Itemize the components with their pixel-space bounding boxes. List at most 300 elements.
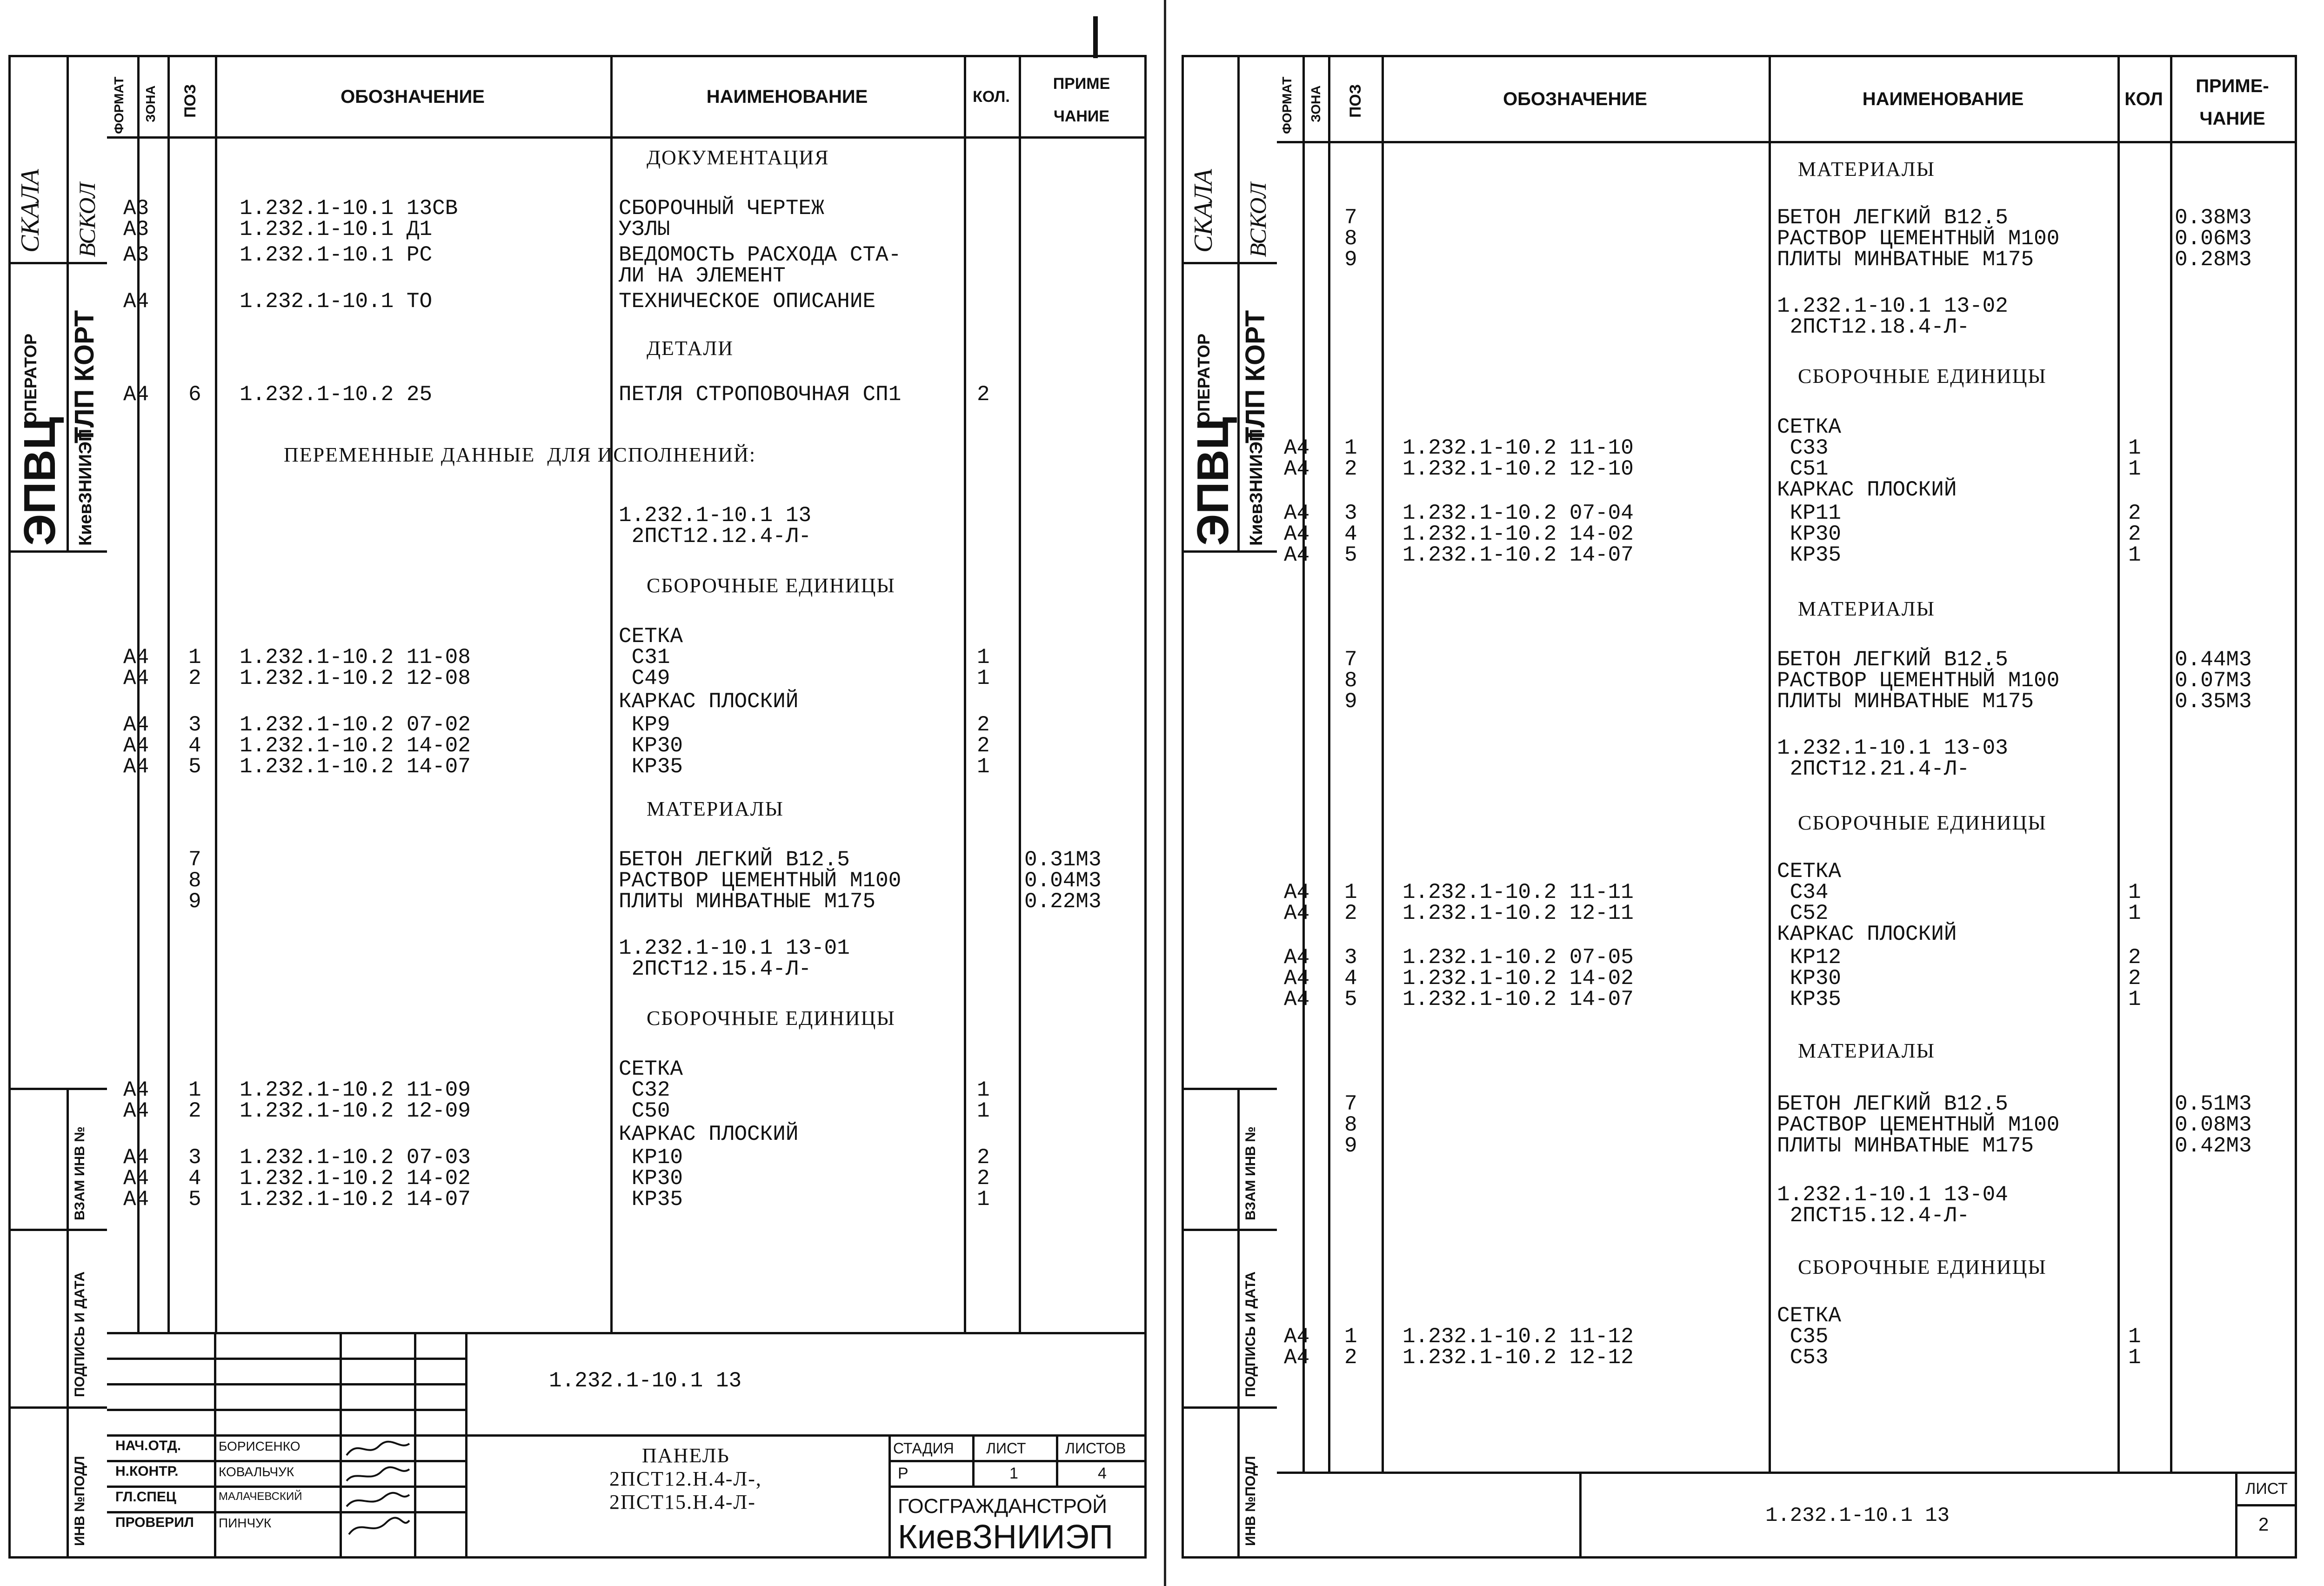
row-name: УЗЛЫ <box>619 217 670 241</box>
row-qty: 1 <box>2128 987 2141 1011</box>
row-fmt: А4 <box>1284 945 1310 970</box>
row-fmt: А4 <box>1284 901 1310 925</box>
row-des: 1.232.1-10.2 11-11 <box>1402 880 1634 904</box>
row-name: 2ПСТ15.12.4-Л- <box>1777 1204 1970 1228</box>
col-line <box>1328 57 1330 1472</box>
row-pos: 7 <box>1344 1092 1357 1116</box>
row-fmt: А4 <box>1284 501 1310 525</box>
stage-label: СТАДИЯ <box>893 1440 954 1457</box>
row-name: КР35 <box>1777 543 1842 567</box>
row-name: ТЕХНИЧЕСКОЕ ОПИСАНИЕ <box>619 289 876 314</box>
row-des: 1.232.1-10.2 14-07 <box>240 755 471 779</box>
sheet-value: 1 <box>1009 1465 1018 1482</box>
row-des: 1.232.1-10.2 14-07 <box>1402 543 1634 567</box>
header-designation: ОБОЗНАЧЕНИЕ <box>341 86 485 107</box>
header-pos: ПОЗ <box>181 84 199 118</box>
row-pos: 8 <box>1344 669 1357 693</box>
role-3: ПРОВЕРИЛ <box>115 1515 194 1530</box>
tb-line <box>107 1409 465 1411</box>
stamp-divider <box>1184 550 1279 553</box>
row-fmt: А4 <box>123 1078 149 1102</box>
row-name: РАСТВОР ЦЕМЕНТНЫЙ М100 <box>1777 1113 2060 1137</box>
row-name: МАТЕРИАЛЫ <box>1798 1039 1936 1062</box>
row-fmt: А3 <box>123 243 149 267</box>
row-pos: 9 <box>1344 248 1357 272</box>
row-name: 1.232.1-10.1 13-02 <box>1777 294 2008 318</box>
row-qty: 1 <box>977 645 990 669</box>
tb-line <box>340 1332 342 1556</box>
role-2: ГЛ.СПЕЦ <box>115 1489 176 1505</box>
row-pos: 3 <box>188 713 201 737</box>
tb-line <box>888 1486 1144 1488</box>
row-fmt: А4 <box>123 734 149 758</box>
row-name: СЕТКА <box>619 1057 683 1081</box>
row-qty: 1 <box>2128 880 2141 904</box>
row-qty: 1 <box>2128 901 2141 925</box>
row-name: С35 <box>1777 1325 1829 1349</box>
row-pos: 9 <box>1344 689 1357 714</box>
role-1: Н.КОНТР. <box>115 1464 179 1479</box>
row-pos: 2 <box>1344 457 1357 481</box>
row-pos: 4 <box>188 1166 201 1191</box>
col-line <box>964 57 966 1334</box>
row-note: 0.44М3 <box>2175 648 2252 672</box>
col-line <box>167 57 170 1334</box>
header-note-2: ЧАНИЕ <box>2199 108 2265 129</box>
right-side-stamp <box>1182 55 1282 1559</box>
row-des: 1.232.1-10.1 РС <box>240 243 433 267</box>
row-name: СБОРОЧНЫЕ ЕДИНИЦЫ <box>647 1007 895 1030</box>
row-fmt: А3 <box>123 217 149 241</box>
row-name: СБОРОЧНЫЕ ЕДИНИЦЫ <box>1798 811 2047 834</box>
kiev-label: КиевЗНИИЭП <box>1247 428 1266 546</box>
row-name: СЕТКА <box>1777 859 1842 883</box>
row-name: ВЕДОМОСТЬ РАСХОДА СТА- <box>619 243 902 267</box>
stamp-divider <box>67 1088 69 1556</box>
row-fmt: А4 <box>123 666 149 690</box>
row-des: 1.232.1-10.2 14-02 <box>240 734 471 758</box>
row-note: 0.07М3 <box>2175 669 2252 693</box>
row-name: 2ПСТ12.12.4-Л- <box>619 524 812 549</box>
inv-label: ИНВ №ПОДЛ <box>72 1456 87 1546</box>
row-des: 1.232.1-10.2 11-09 <box>240 1078 471 1102</box>
row-qty: 2 <box>977 734 990 758</box>
row-qty: 2 <box>2128 501 2141 525</box>
org-line-1: ГОСГРАЖДАНСТРОЙ <box>898 1495 1107 1518</box>
row-name: ДОКУМЕНТАЦИЯ <box>647 146 829 169</box>
header-note-2: ЧАНИЕ <box>1053 107 1110 125</box>
row-note: 0.35М3 <box>2175 689 2252 714</box>
row-name: КР12 <box>1777 945 1842 970</box>
header-name: НАИМЕНОВАНИЕ <box>706 86 868 107</box>
row-name: СЕТКА <box>619 624 683 649</box>
sheet-divider <box>1164 0 1166 1586</box>
epvc-label: ЭПВЦ <box>15 417 65 546</box>
tb-line <box>214 1332 216 1556</box>
tb-line <box>888 1434 891 1556</box>
row-des: 1.232.1-10.2 11-10 <box>1402 436 1634 460</box>
row-name: С53 <box>1777 1345 1829 1370</box>
row-fmt: А4 <box>1284 1325 1310 1349</box>
row-fmt: А4 <box>123 755 149 779</box>
row-name: С33 <box>1777 436 1829 460</box>
row-name: ПЛИТЫ МИНВАТНЫЕ М175 <box>1777 248 2034 272</box>
row-name: ЛИ НА ЭЛЕМЕНТ <box>619 264 786 288</box>
row-des: 1.232.1-10.2 14-07 <box>240 1187 471 1211</box>
row-name: РАСТВОР ЦЕМЕНТНЫЙ М100 <box>1777 669 2060 693</box>
row-name: С50 <box>619 1099 670 1123</box>
row-qty: 1 <box>2128 436 2141 460</box>
row-pos: 5 <box>1344 543 1357 567</box>
row-qty: 2 <box>2128 522 2141 546</box>
row-pos: 8 <box>188 869 201 893</box>
stamp-divider <box>1184 262 1279 264</box>
tb-title-0: ПАНЕЛЬ <box>642 1444 730 1467</box>
row-name: 2ПСТ12.15.4-Л- <box>619 957 812 981</box>
row-pos: 4 <box>1344 522 1357 546</box>
name-2: МАЛАЧЕВСКИЙ <box>219 1490 302 1503</box>
inv-label: ИНВ №ПОДЛ <box>1243 1456 1258 1546</box>
row-fmt: А4 <box>1284 1345 1310 1370</box>
row-name: ПЕТЛЯ СТРОПОВОЧНАЯ СП1 <box>619 382 902 407</box>
row-name: КР9 <box>619 713 670 737</box>
tb-line <box>107 1383 465 1385</box>
row-name: КР11 <box>1777 501 1842 525</box>
row-name: 2ПСТ12.18.4-Л- <box>1777 315 1970 339</box>
row-fmt: А4 <box>123 1099 149 1123</box>
vzam-label: ВЗАМ ИНВ № <box>72 1126 87 1220</box>
row-pos: 6 <box>188 382 201 407</box>
row-name: КР30 <box>619 734 683 758</box>
row-pos: 2 <box>1344 901 1357 925</box>
row-name: МАТЕРИАЛЫ <box>1798 597 1936 620</box>
row-note: 0.08М3 <box>2175 1113 2252 1137</box>
row-des: 1.232.1-10.2 07-05 <box>1402 945 1634 970</box>
row-fmt: А4 <box>123 1145 149 1170</box>
row-pos: 7 <box>1344 648 1357 672</box>
row-fmt: А4 <box>1284 522 1310 546</box>
row-name: КР10 <box>619 1145 683 1170</box>
signature-scribble <box>344 1437 412 1553</box>
tlp-label: ТЛП КОРТ <box>69 310 100 443</box>
row-des: 1.232.1-10.2 14-02 <box>1402 522 1634 546</box>
footer-line <box>2235 1504 2295 1506</box>
row-des: 1.232.1-10.2 11-12 <box>1402 1325 1634 1349</box>
row-fmt: А4 <box>1284 543 1310 567</box>
row-name: МАТЕРИАЛЫ <box>1798 158 1936 181</box>
row-pos: 3 <box>188 1145 201 1170</box>
row-des: 1.232.1-10.2 07-02 <box>240 713 471 737</box>
row-fmt: А4 <box>123 713 149 737</box>
row-name: С49 <box>619 666 670 690</box>
col-line <box>1769 57 1771 1472</box>
tb-line <box>107 1358 465 1360</box>
row-pos: 7 <box>188 848 201 872</box>
header-name: НАИМЕНОВАНИЕ <box>1862 88 2024 109</box>
row-des: 1.232.1-10.2 25 <box>240 382 433 407</box>
row-des: 1.232.1-10.2 11-08 <box>240 645 471 669</box>
row-name: СБОРОЧНЫЙ ЧЕРТЕЖ <box>619 196 824 221</box>
row-qty: 1 <box>2128 457 2141 481</box>
epvc-label: ЭПВЦ <box>1188 417 1238 546</box>
row-pos: 9 <box>1344 1134 1357 1158</box>
row-name: С52 <box>1777 901 1829 925</box>
row-pos: 1 <box>1344 1325 1357 1349</box>
row-pos: 8 <box>1344 227 1357 251</box>
tb-title-1: 2ПСТ12.Н.4-Л-, <box>609 1467 762 1490</box>
row-des: 1.232.1-10.1 Д1 <box>240 217 433 241</box>
row-des: 1.232.1-10.2 12-08 <box>240 666 471 690</box>
footer-line <box>1579 1472 1582 1556</box>
row-qty: 1 <box>977 1187 990 1211</box>
row-name: РАСТВОР ЦЕМЕНТНЫЙ М100 <box>619 869 902 893</box>
footer-line <box>2235 1472 2237 1556</box>
col-line <box>1302 57 1305 1472</box>
row-fmt: А4 <box>123 289 149 314</box>
row-fmt: А4 <box>1284 436 1310 460</box>
row-name: СЕТКА <box>1777 1304 1842 1328</box>
sheets-label: ЛИСТОВ <box>1065 1440 1126 1457</box>
header-format: ФОРМАТ <box>112 76 126 134</box>
row-name: БЕТОН ЛЕГКИЙ В12.5 <box>1777 648 2008 672</box>
row-name: ПЕРЕМЕННЫЕ ДАННЫЕ ДЛЯ ИСПОЛНЕНИЙ: <box>284 443 756 466</box>
footer-sheet-value: 2 <box>2258 1514 2269 1535</box>
row-note: 0.31М3 <box>1024 848 1102 872</box>
row-fmt: А4 <box>123 1166 149 1191</box>
row-note: 0.04М3 <box>1024 869 1102 893</box>
col-line <box>1019 57 1021 1334</box>
row-pos: 8 <box>1344 1113 1357 1137</box>
row-name: 1.232.1-10.1 13 <box>619 503 812 528</box>
sheet-edge-mark <box>1093 16 1098 58</box>
row-name: БЕТОН ЛЕГКИЙ В12.5 <box>619 848 850 872</box>
row-name: 2ПСТ12.21.4-Л- <box>1777 757 1970 781</box>
row-pos: 2 <box>1344 1345 1357 1370</box>
row-name: 1.232.1-10.1 13-03 <box>1777 736 2008 760</box>
row-pos: 4 <box>188 734 201 758</box>
stamp-divider <box>1184 1229 1279 1231</box>
row-name: С51 <box>1777 457 1829 481</box>
org-line-2: КиевЗНИИЭП <box>898 1519 1113 1556</box>
row-qty: 1 <box>2128 543 2141 567</box>
name-1: КОВАЛЬЧУК <box>219 1465 294 1479</box>
row-fmt: А4 <box>123 645 149 669</box>
stamp-divider <box>11 262 109 264</box>
tb-line <box>414 1332 416 1556</box>
row-name: СБОРОЧНЫЕ ЕДИНИЦЫ <box>1798 365 2047 388</box>
row-pos: 1 <box>188 1078 201 1102</box>
header-zone: ЗОНА <box>1309 85 1323 122</box>
row-des: 1.232.1-10.2 14-02 <box>240 1166 471 1191</box>
row-des: 1.232.1-10.2 14-07 <box>1402 987 1634 1011</box>
stamp-divider <box>11 550 109 553</box>
stamp-divider <box>1184 1406 1279 1409</box>
row-des: 1.232.1-10.2 12-10 <box>1402 457 1634 481</box>
title-block <box>107 1332 1144 1556</box>
row-pos: 7 <box>1344 206 1357 230</box>
tb-title-2: 2ПСТ15.Н.4-Л- <box>609 1491 756 1513</box>
row-name: СБОРОЧНЫЕ ЕДИНИЦЫ <box>647 574 895 597</box>
operator-label: ОПЕРАТОР <box>21 333 40 425</box>
row-name: С34 <box>1777 880 1829 904</box>
header-underline <box>1277 141 2295 143</box>
row-note: 0.42М3 <box>2175 1134 2252 1158</box>
row-fmt: А4 <box>1284 880 1310 904</box>
name-0: БОРИСЕНКО <box>219 1439 301 1453</box>
row-name: 1.232.1-10.1 13-04 <box>1777 1183 2008 1207</box>
row-qty: 2 <box>977 1166 990 1191</box>
row-name: КАРКАС ПЛОСКИЙ <box>619 1122 799 1146</box>
stamp-divider <box>11 1229 109 1231</box>
right-footer <box>1277 1472 2295 1556</box>
row-name: КР35 <box>1777 987 1842 1011</box>
row-name: РАСТВОР ЦЕМЕНТНЫЙ М100 <box>1777 227 2060 251</box>
sheet-label: ЛИСТ <box>986 1440 1026 1457</box>
row-qty: 1 <box>977 1078 990 1102</box>
row-name: СЕТКА <box>1777 415 1842 439</box>
row-name: КАРКАС ПЛОСКИЙ <box>619 689 799 714</box>
tb-line <box>972 1434 975 1486</box>
col-line <box>2117 57 2120 1472</box>
tb-line <box>107 1332 1144 1334</box>
row-fmt: А4 <box>1284 987 1310 1011</box>
row-name: КАРКАС ПЛОСКИЙ <box>1777 478 1957 502</box>
row-fmt: А3 <box>123 196 149 221</box>
header-pos: ПОЗ <box>1347 84 1364 118</box>
col-line <box>610 57 613 1334</box>
footer-line <box>1277 1472 2295 1474</box>
left-sheet <box>107 55 1147 1559</box>
row-name: КР30 <box>1777 522 1842 546</box>
row-name: МАТЕРИАЛЫ <box>647 797 784 820</box>
row-pos: 2 <box>188 666 201 690</box>
signature-scribble: ВСКОЛ <box>1245 182 1271 257</box>
col-line <box>2170 57 2172 1472</box>
kiev-label: КиевЗНИИЭП <box>76 428 95 546</box>
tb-line <box>888 1460 1144 1462</box>
row-name: ПЛИТЫ МИНВАТНЫЕ М175 <box>1777 689 2034 714</box>
row-pos: 2 <box>188 1099 201 1123</box>
row-fmt: А4 <box>1284 457 1310 481</box>
row-name: БЕТОН ЛЕГКИЙ В12.5 <box>1777 1092 2008 1116</box>
role-0: НАЧ.ОТД. <box>115 1438 181 1453</box>
row-fmt: А4 <box>1284 966 1310 990</box>
row-name: БЕТОН ЛЕГКИЙ В12.5 <box>1777 206 2008 230</box>
header-note-1: ПРИМЕ <box>1053 75 1110 93</box>
row-name: КР30 <box>1777 966 1842 990</box>
operator-label: ОПЕРАТОР <box>1194 333 1213 425</box>
right-sheet <box>1277 55 2297 1559</box>
row-name: ПЛИТЫ МИНВАТНЫЕ М175 <box>1777 1134 2034 1158</box>
row-name: СБОРОЧНЫЕ ЕДИНИЦЫ <box>1798 1256 2047 1278</box>
row-note: 0.51М3 <box>2175 1092 2252 1116</box>
tb-line <box>107 1434 1144 1437</box>
row-qty: 2 <box>2128 966 2141 990</box>
row-qty: 1 <box>977 755 990 779</box>
left-side-stamp <box>8 55 112 1559</box>
footer-doc-code: 1.232.1-10.1 13 <box>1765 1504 1950 1527</box>
header-zone: ЗОНА <box>143 85 158 122</box>
podp-label: ПОДПИСЬ И ДАТА <box>1243 1271 1258 1397</box>
row-name: КАРКАС ПЛОСКИЙ <box>1777 922 1957 946</box>
row-des: 1.232.1-10.2 07-04 <box>1402 501 1634 525</box>
signature-scribble: ВСКОЛ <box>74 182 100 257</box>
row-des: 1.232.1-10.2 12-11 <box>1402 901 1634 925</box>
stamp-divider <box>67 57 69 550</box>
header-designation: ОБОЗНАЧЕНИЕ <box>1503 88 1647 109</box>
row-note: 0.06М3 <box>2175 227 2252 251</box>
row-des: 1.232.1-10.2 12-12 <box>1402 1345 1634 1370</box>
stamp-divider <box>1237 1088 1240 1556</box>
row-name: ПЛИТЫ МИНВАТНЫЕ М175 <box>619 890 876 914</box>
row-qty: 2 <box>977 1145 990 1170</box>
name-3: ПИНЧУК <box>219 1516 272 1530</box>
tb-line <box>465 1332 467 1556</box>
header-note-1: ПРИМЕ- <box>2196 76 2269 96</box>
row-fmt: А4 <box>123 1187 149 1211</box>
row-pos: 1 <box>1344 436 1357 460</box>
row-name: 1.232.1-10.1 13-01 <box>619 936 850 960</box>
tb-doc-code: 1.232.1-10.1 13 <box>549 1369 742 1393</box>
row-pos: 3 <box>1344 945 1357 970</box>
row-des: 1.232.1-10.2 07-03 <box>240 1145 471 1170</box>
header-qty: КОЛ <box>2124 88 2163 109</box>
row-pos: 9 <box>188 890 201 914</box>
col-line <box>1382 57 1384 1472</box>
row-pos: 1 <box>1344 880 1357 904</box>
header-qty: КОЛ. <box>973 87 1010 106</box>
row-pos: 5 <box>188 1187 201 1211</box>
stamp-divider <box>1184 1088 1279 1090</box>
skala-label: СКАЛА <box>1189 169 1218 253</box>
stamp-divider <box>11 1088 109 1090</box>
row-qty: 1 <box>2128 1345 2141 1370</box>
row-name: С31 <box>619 645 670 669</box>
row-note: 0.28М3 <box>2175 248 2252 272</box>
row-name: КР35 <box>619 755 683 779</box>
row-qty: 2 <box>2128 945 2141 970</box>
row-des: 1.232.1-10.2 14-02 <box>1402 966 1634 990</box>
row-des: 1.232.1-10.1 ТО <box>240 289 433 314</box>
row-qty: 2 <box>977 382 990 407</box>
row-pos: 5 <box>1344 987 1357 1011</box>
row-name: КР35 <box>619 1187 683 1211</box>
row-name: ДЕТАЛИ <box>647 337 734 360</box>
podp-label: ПОДПИСЬ И ДАТА <box>72 1271 87 1397</box>
row-name: КР30 <box>619 1166 683 1191</box>
sheets-value: 4 <box>1098 1465 1107 1482</box>
row-pos: 1 <box>188 645 201 669</box>
header-underline <box>107 136 1144 139</box>
row-des: 1.232.1-10.2 12-09 <box>240 1099 471 1123</box>
row-qty: 1 <box>977 666 990 690</box>
row-fmt: А4 <box>123 382 149 407</box>
vzam-label: ВЗАМ ИНВ № <box>1243 1126 1258 1220</box>
skala-label: СКАЛА <box>16 169 45 253</box>
col-line <box>215 57 217 1334</box>
row-note: 0.38М3 <box>2175 206 2252 230</box>
row-qty: 1 <box>977 1099 990 1123</box>
row-pos: 3 <box>1344 501 1357 525</box>
row-pos: 4 <box>1344 966 1357 990</box>
stage-value: Р <box>898 1465 908 1482</box>
row-des: 1.232.1-10.1 13СВ <box>240 196 458 221</box>
footer-sheet-label: ЛИСТ <box>2245 1480 2288 1498</box>
row-qty: 1 <box>2128 1325 2141 1349</box>
row-note: 0.22М3 <box>1024 890 1102 914</box>
header-format: ФОРМАТ <box>1280 76 1294 134</box>
row-name: С32 <box>619 1078 670 1102</box>
